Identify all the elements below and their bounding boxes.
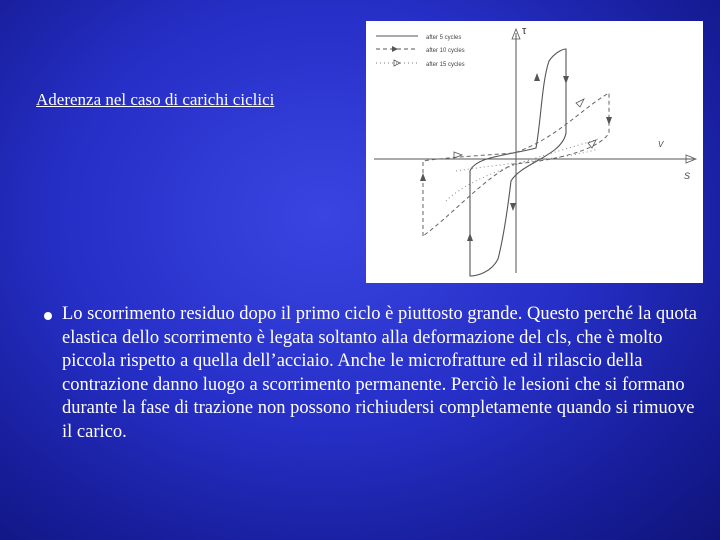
loop-solid-path bbox=[470, 49, 566, 276]
legend-arrow-dashed bbox=[392, 46, 398, 52]
arrow-solid-center-down bbox=[510, 203, 516, 211]
slide-title: Aderenza nel caso di carichi ciclici bbox=[36, 90, 275, 109]
hysteresis-figure bbox=[366, 21, 703, 283]
axes bbox=[374, 25, 696, 273]
arrow-dashed-right bbox=[606, 117, 612, 125]
arrow-dotted-right bbox=[588, 140, 596, 148]
hysteresis-diagram bbox=[366, 21, 703, 283]
arrow-dotted-upper bbox=[576, 99, 584, 107]
arrow-dashed-left bbox=[420, 173, 426, 181]
loop-after-5-cycles bbox=[467, 49, 569, 276]
bullet-paragraph bbox=[44, 303, 704, 444]
arrow-solid-right bbox=[563, 76, 569, 84]
axis-x-label: S bbox=[684, 171, 691, 181]
legend-label-5: after 5 cycles bbox=[426, 35, 462, 41]
arrow-solid-center-up bbox=[534, 73, 540, 81]
legend-label-10: after 10 cycles bbox=[426, 48, 465, 54]
curve-label-v: V bbox=[658, 140, 664, 149]
legend bbox=[376, 35, 465, 68]
axis-y-label: τ bbox=[522, 25, 527, 37]
arrow-solid-left bbox=[467, 233, 473, 241]
legend-label-15: after 15 cycles bbox=[426, 62, 465, 68]
loop-after-15-cycles bbox=[446, 99, 598, 201]
bullet-text: Lo scorrimento residuo dopo il primo ciclo è piuttosto grande. Questo perché la quota elastica dello scorrimento è legata soltanto alla deformazione del cls, che è molto piccola rispetto a quella dell’acciaio. Anche le microfratture ed il rilascio della contrazione danno luogo a scorrimento permanente. Perciò le lesioni che si formano durante la fase di trazione non possono richiudersi completamente quando si rimuove il carico. bbox=[62, 304, 698, 442]
bullet-marker bbox=[44, 312, 52, 320]
